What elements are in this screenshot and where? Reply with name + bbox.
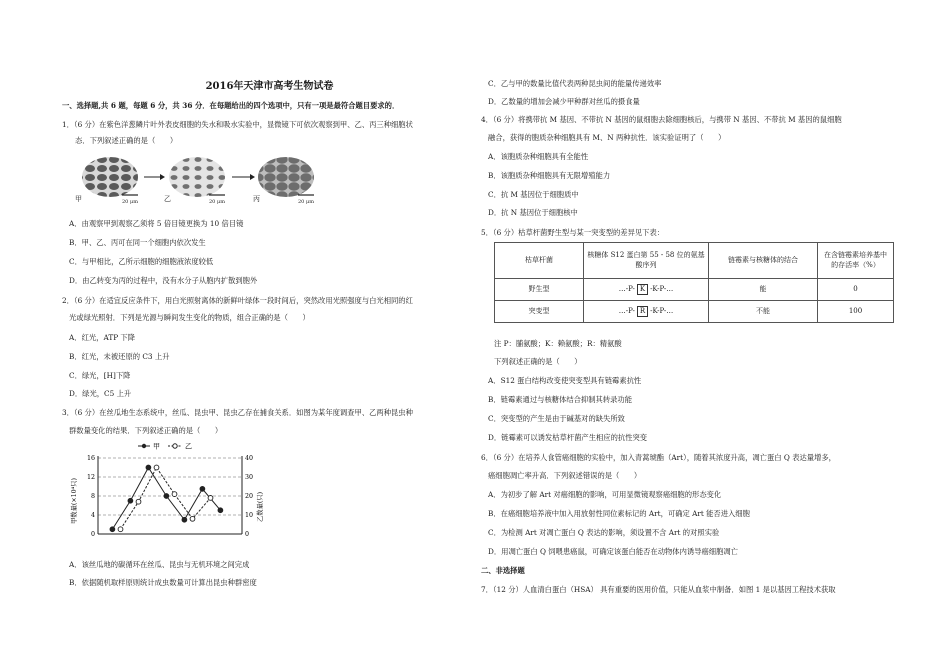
q1-option-a: A．由观察甲到观察乙须将 5 倍目镜更换为 10 倍目镜 <box>69 219 244 228</box>
data-point <box>200 486 205 491</box>
q4-option-d: D．抗 N 基因位于细胞核中 <box>488 208 578 217</box>
q6-stem-line1: 6．（6 分）在培养人食管癌细胞的实验中，加入青蒿琥酯（Art），随着其浓度升高，凋亡蛋白 Q 表达量增多， <box>481 453 836 462</box>
q6-option-b: B．在癌细胞培养液中加入用放射性同位素标记的 Art，可确定 Art 能否进入细胞 <box>488 509 750 518</box>
right-tick-label: 40 <box>245 455 254 463</box>
q6-option-d: D．用凋亡蛋白 Q 饲喂患癌鼠，可确定该蛋白能否在动物体内诱导癌细胞凋亡 <box>488 547 738 556</box>
data-point <box>208 496 213 501</box>
left-tick-label: 16 <box>86 455 95 463</box>
q5-option-a: A．S12 蛋白结构改变使突变型具有链霉素抗性 <box>488 376 642 385</box>
data-point <box>110 527 115 532</box>
q7-stem-line1: 7．（12 分）人血清白蛋白（HSA） 具有重要的医用价值，只能从血浆中制备．如图 1 是以基因工程技术获取 <box>481 585 836 594</box>
cell-image-yi <box>169 157 225 197</box>
data-point <box>190 516 195 521</box>
fig-label-jia: 甲 <box>75 195 82 203</box>
q4-stem-line1: 4．（6 分）将携带抗 M 基因、不带抗 N 基因的鼠细胞去除细胞核后，与携带 N 基因、不带抗 M 基因的鼠细胞 <box>481 115 842 124</box>
legend-label-yi: 乙 <box>185 442 192 451</box>
q3-line-chart <box>62 440 277 550</box>
right-axis-label: 乙数量(只) <box>257 491 264 522</box>
q5-row-binding: 不能 <box>709 301 818 323</box>
q5-row-binding: 能 <box>709 279 818 301</box>
q4-option-c: C．抗 M 基因位于细胞质中 <box>488 190 579 199</box>
left-tick-label: 8 <box>90 493 95 501</box>
left-axis-label: 甲数量(×10⁴只) <box>71 478 78 524</box>
page-title: 2016年天津市高考生物试卷 <box>205 81 334 92</box>
q5-header-survival: 在含链霉素培养基中的存活率（%） <box>818 243 894 279</box>
legend-label-jia: 甲 <box>153 442 160 451</box>
data-point <box>118 527 123 532</box>
q5-header-sequence: 核糖体 S12 蛋白第 55 - 58 位的氨基酸序列 <box>584 243 709 279</box>
section-heading: 一、选择题,共 6 题，每题 6 分，共 36 分．在每题给出的四个选项中，只有一项是最符合题目要求的． <box>62 101 400 110</box>
q2-option-a: A．红光，ATP 下降 <box>69 333 136 342</box>
scale-bar-3: 20 μm <box>298 199 314 205</box>
data-point <box>182 517 187 522</box>
q1-stem-line2: 态．下列叙述正确的是（ ） <box>75 136 178 145</box>
data-point <box>218 508 223 513</box>
q3-option-d: D．乙数量的增加会减少甲种群对丝瓜的摄食量 <box>488 97 640 106</box>
q5-option-b: B．链霉素通过与核糖体结合抑制其转录功能 <box>488 395 633 404</box>
q2-option-c: C．绿光，[H]下降 <box>69 371 131 380</box>
scale-bar-2: 20 μm <box>209 199 225 205</box>
cell-image-jia <box>82 157 138 197</box>
data-point <box>172 492 177 497</box>
left-tick-label: 4 <box>90 512 95 520</box>
right-tick-label: 10 <box>245 512 254 520</box>
q5-row-survival: 0 <box>818 279 894 301</box>
q5-row-sequence: …-P- K -K-P-… <box>584 279 709 301</box>
q5-header-binding: 链霉素与核糖体的结合 <box>709 243 818 279</box>
q1-option-b: B．甲、乙、丙可在同一个细胞内依次发生 <box>69 238 206 247</box>
q1-option-c: C．与甲相比，乙所示细胞的细胞液浓度较低 <box>69 257 214 266</box>
chart-legend <box>138 443 192 451</box>
q3-option-c: C．乙与甲的数量比值代表两种昆虫间的能量传递效率 <box>488 79 662 88</box>
q1-stem-line1: 1．（6 分）在紫色洋葱鳞片叶外表皮细胞的失水和吸水实验中，显微镜下可依次观察到甲、乙、丙三种细胞状 <box>62 120 413 129</box>
q5-row-name: 突变型 <box>495 301 584 323</box>
table-row <box>495 279 894 301</box>
q5-row-name: 野生型 <box>495 279 584 301</box>
chart-gridlines <box>98 458 242 515</box>
fig-label-bing: 丙 <box>253 195 260 203</box>
left-tick-label: 0 <box>90 531 95 539</box>
q6-option-a: A．为初步了解 Art 对癌细胞的影响，可用显微镜观察癌细胞的形态变化 <box>488 490 722 499</box>
q5-ask: 下列叙述正确的是（ ） <box>494 357 582 366</box>
q5-stem: 5．（6 分）枯草杆菌野生型与某一突变型的差异见下表： <box>481 228 665 237</box>
q5-option-c: C．突变型的产生是由于碱基对的缺失所致 <box>488 414 625 423</box>
q5-row-sequence: …-P- R -K-P-… <box>584 301 709 323</box>
q5-option-d: D．链霉素可以诱发枯草杆菌产生相应的抗性突变 <box>488 433 648 442</box>
cell-image-bing <box>258 157 314 197</box>
q3-stem-line2: 群数量变化的结果．下列叙述正确的是（ ） <box>69 426 223 435</box>
q4-option-a: A．该胞质杂种细胞具有全能性 <box>488 152 589 161</box>
right-tick-label: 20 <box>245 493 254 501</box>
q2-option-d: D．绿光，C5 上升 <box>69 389 132 398</box>
q2-stem-line1: 2．（6 分）在适宜反应条件下，用白光照射离体的新鲜叶绿体一段时间后，突然改用光照强度与白光相同的红 <box>62 296 413 305</box>
q6-option-c: C．为检测 Art 对凋亡蛋白 Q 表达的影响，须设置不含 Art 的对照实验 <box>488 528 720 537</box>
section-heading-2: 二、非选择题 <box>481 566 525 575</box>
right-tick-label: 0 <box>245 531 250 539</box>
fig-label-yi: 乙 <box>164 195 171 203</box>
q3-option-b: B．依据随机取样原则统计成虫数量可计算出昆虫种群密度 <box>69 578 257 587</box>
q5-header-strain: 枯草杆菌 <box>495 243 584 279</box>
data-point <box>128 498 133 503</box>
q4-stem-line2: 融合，获得的胞质杂种细胞具有 M、N 两种抗性．该实验证明了（ ） <box>488 133 726 142</box>
q4-option-b: B．该胞质杂种细胞具有无限增殖能力 <box>488 171 611 180</box>
data-point <box>164 494 169 499</box>
data-point <box>136 499 141 504</box>
q3-option-a: A．该丝瓜地的碳循环在丝瓜、昆虫与无机环境之间完成 <box>69 560 250 569</box>
q2-stem-line2: 光或绿光照射．下列是光源与瞬间发生变化的物质，组合正确的是（ ） <box>69 313 310 322</box>
q2-option-b: B．红光，未被还原的 C3 上升 <box>69 352 170 361</box>
scale-bar-1: 20 μm <box>122 199 138 205</box>
table-row <box>495 301 894 323</box>
q1-cell-figure <box>72 155 332 205</box>
q3-stem-line1: 3．（6 分）在丝瓜地生态系统中，丝瓜、昆虫甲、昆虫乙存在捕食关系．如图为某年度调查甲、乙两种昆虫种 <box>62 408 413 417</box>
q6-stem-line2: 癌细胞凋亡率升高．下列叙述错误的是（ ） <box>488 471 642 480</box>
left-tick-label: 12 <box>86 474 95 482</box>
q5-table <box>494 242 894 323</box>
right-tick-label: 30 <box>245 474 254 482</box>
data-point <box>154 465 159 470</box>
q5-row-survival: 100 <box>818 301 894 323</box>
q5-note: 注 P：脯氨酸；K：赖氨酸；R：精氨酸 <box>494 339 622 348</box>
q1-option-d: D．由乙转变为丙的过程中，没有水分子从胞内扩散到胞外 <box>69 276 258 285</box>
data-point <box>146 465 151 470</box>
